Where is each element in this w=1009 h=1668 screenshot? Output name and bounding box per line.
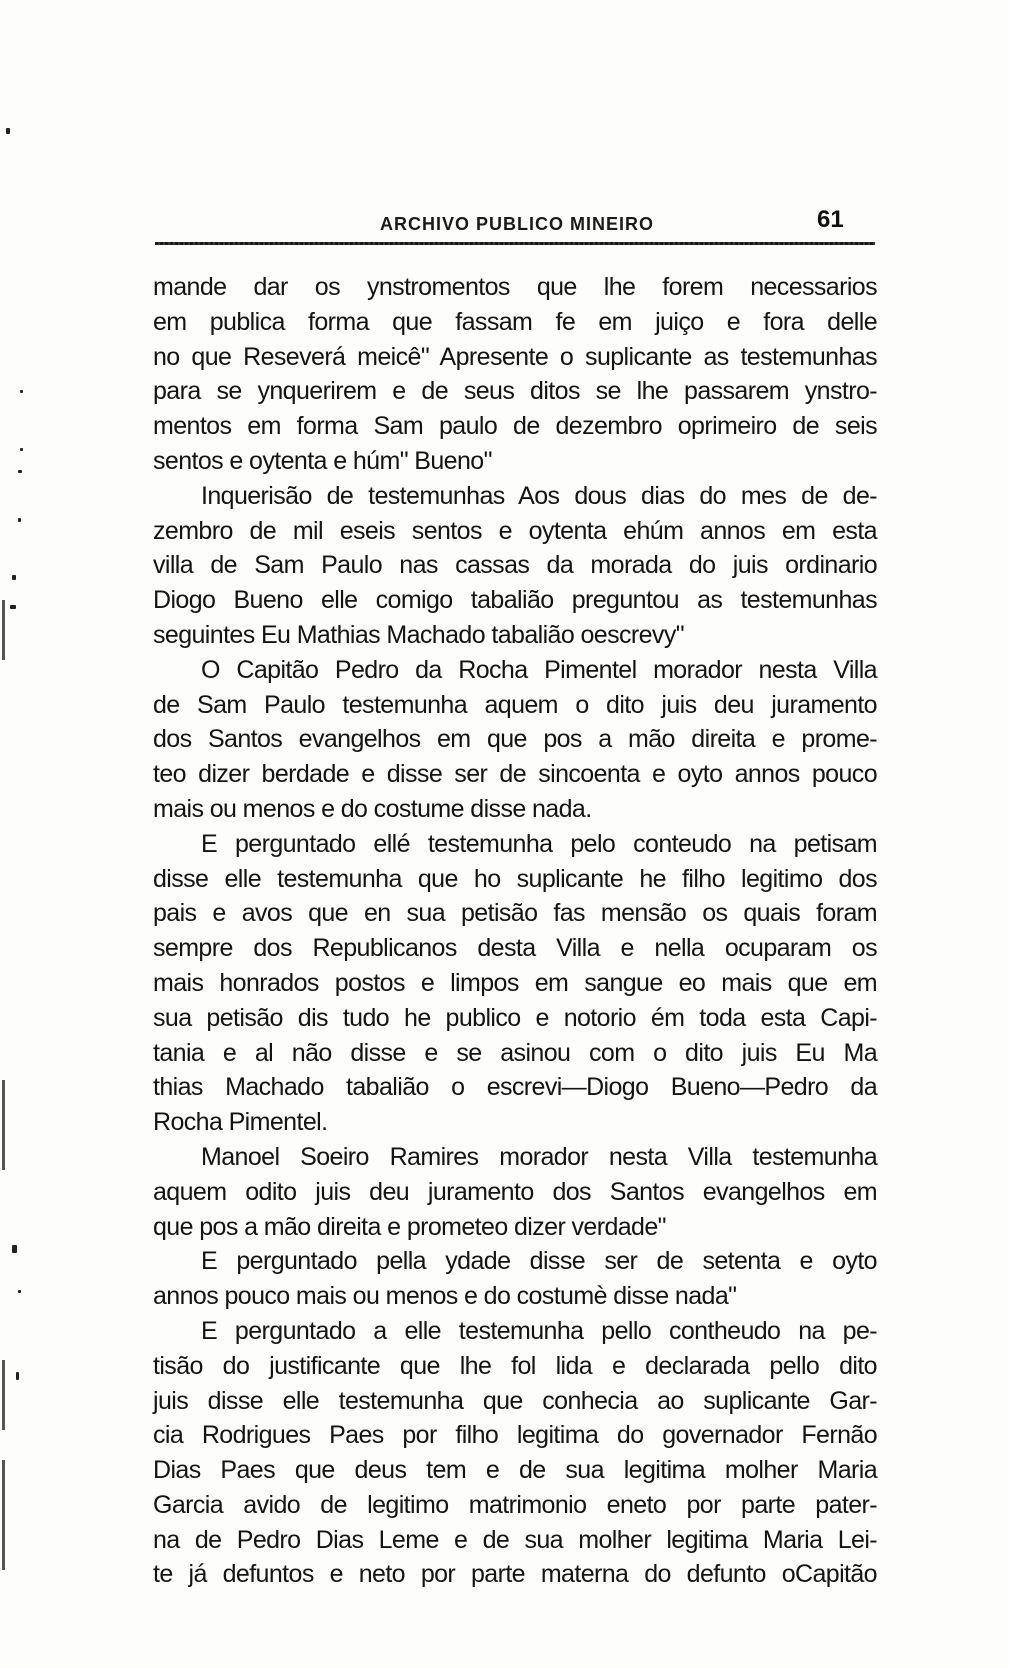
text-line: tania e al não disse e se asinou com o dito juis Eu Ma: [153, 1038, 877, 1067]
scan-margin-artifacts: [0, 0, 40, 1668]
text-line: para se ynquerirem e de seus ditos se lhe passarem ynstro-: [153, 377, 877, 406]
header-rule: [155, 242, 875, 245]
text-line: teo dizer berdade e disse ser de sincoenta e oyto annos pouco: [153, 760, 877, 789]
text-line: annos pouco mais ou menos e do costumè disse nada": [153, 1282, 737, 1311]
text-line: de Sam Paulo testemunha aquem o dito juis deu juramento: [153, 690, 877, 719]
text-line: aquem odito juis deu juramento dos Santos evangelhos em: [153, 1177, 877, 1206]
text-line: dos Santos evangelhos em que pos a mão direita e prome-: [153, 725, 877, 754]
text-line: sentos e oytenta e húm" Bueno": [153, 446, 492, 475]
body-text: [153, 270, 877, 1592]
text-line: mais ou menos e do costume disse nada.: [153, 794, 592, 823]
text-line: Inquerisão de testemunhas Aos dous dias do mes de de-: [201, 481, 877, 510]
text-line: mande dar os ynstromentos que lhe forem necessarios: [153, 273, 877, 301]
text-line: Garcia avido de legitimo matrimonio eneto por parte pater-: [153, 1490, 877, 1519]
text-line: O Capitão Pedro da Rocha Pimentel morador nesta Villa: [201, 655, 877, 684]
text-line: Rocha Pimentel.: [153, 1108, 328, 1137]
text-line: disse elle testemunha que ho suplicante he filho legitimo dos: [153, 864, 877, 893]
text-line: na de Pedro Dias Leme e de sua molher legitima Maria Lei-: [153, 1525, 877, 1554]
text-line: E perguntado ellé testemunha pelo conteudo na petisam: [201, 829, 877, 858]
text-line: thias Machado tabalião o escrevi—Diogo Bueno—Pedro da: [153, 1073, 877, 1102]
text-line: villa de Sam Paulo nas cassas da morada do juis ordinario: [153, 551, 877, 580]
text-line: E perguntado pella ydade disse ser de setenta e oyto: [201, 1247, 877, 1276]
text-line: no que Reseverá meicê" Apresente o suplicante as testemunhas: [153, 342, 877, 371]
text-line: seguintes Eu Mathias Machado tabalião oescrevy": [153, 620, 684, 649]
text-line: Diogo Bueno elle comigo tabalião preguntou as testemunhas: [153, 586, 877, 615]
running-title: ARCHIVO PUBLICO MINEIRO: [380, 214, 655, 234]
text-line: em publica forma que fassam fe em juiço e fora delle: [153, 307, 877, 336]
text-line: sua petisão dis tudo he publico e notorio ém toda esta Capi-: [153, 1003, 877, 1032]
text-line: tisão do justificante que lhe fol lida e declarada pello dito: [153, 1351, 877, 1380]
text-line: Dias Paes que deus tem e de sua legitima molher Maria: [153, 1456, 877, 1485]
text-line: que pos a mão direita e prometeo dizer verdade": [153, 1212, 666, 1241]
text-line: cia Rodrigues Paes por filho legitima do governador Fernão: [153, 1421, 877, 1450]
text-line: pais e avos que en sua petisão fas mensão os quais foram: [153, 899, 877, 928]
text-line: zembro de mil eseis sentos e oytenta ehúm annos em esta: [153, 516, 877, 545]
page-number: 61: [817, 206, 844, 233]
text-line: Manoel Soeiro Ramires morador nesta Villa testemunha: [201, 1142, 877, 1171]
text-line: te já defuntos e neto por parte materna do defunto oCapitão: [153, 1560, 877, 1589]
text-line: sempre dos Republicanos desta Villa e nella ocuparam os: [153, 934, 877, 963]
text-line: mais honrados postos e limpos em sangue eo mais que em: [153, 968, 877, 997]
text-line: juis disse elle testemunha que conhecia ao suplicante Gar-: [153, 1386, 877, 1415]
text-line: E perguntado a elle testemunha pello contheudo na pe-: [201, 1316, 877, 1345]
text-line: mentos em forma Sam paulo de dezembro oprimeiro de seis: [153, 412, 877, 441]
page-header: [155, 204, 875, 240]
